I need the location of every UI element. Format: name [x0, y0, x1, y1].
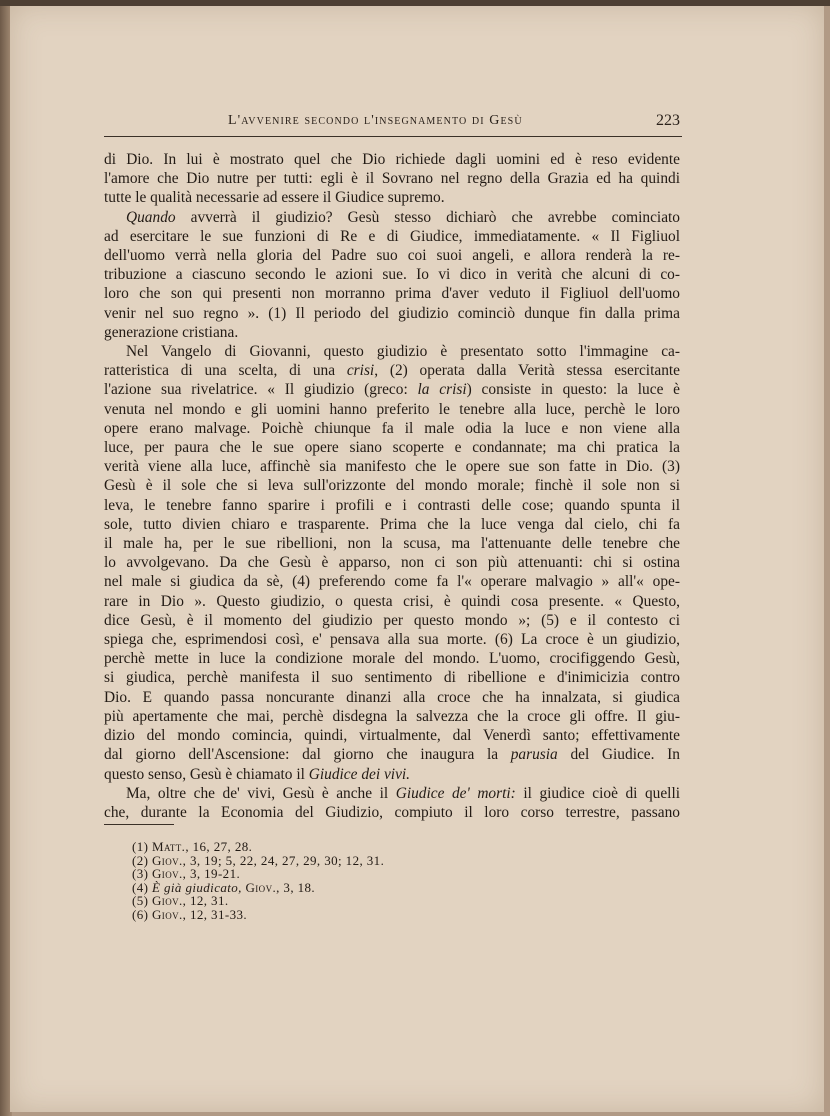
text-line: sole, tutto divien chiaro e trasparente. Prima che la luce venga dal cielo, chi fa: [104, 515, 680, 533]
text-line: Nel Vangelo di Giovanni, questo giudizio è presentato sotto l'immagine ca-: [126, 343, 680, 361]
text-line: dice Gesù, è il momento del giudizio per questo mondo »; (5) e il contesto ci: [104, 611, 680, 629]
text-line: luce, per paura che le sue opere siano scoperte e condannate; ma chi pratica la: [104, 439, 680, 457]
text-line: di Dio. In lui è mostrato quel che Dio richiede dagli uomini ed è reso evidente: [104, 151, 680, 168]
text-line: lo avvolgevano. Da che Gesù è apparso, non ci son più attenuanti: chi si ostina: [104, 554, 680, 572]
body-text: [104, 150, 680, 822]
text-line: l'azione sua rivelatrice. « Il giudizio (greco: la crisi) consiste in questo: la luce è: [104, 381, 681, 399]
footnote: (1) Matt., 16, 27, 28.: [132, 839, 253, 854]
text-line: l'amore che Dio nutre per tutti: egli è il Sovrano nel regno della Grazia ed ha quindi: [104, 170, 680, 188]
page-header: [104, 112, 682, 134]
text-line: ad esercitare le sue funzioni di Re e di Giudice, immediatamente. « Il Figliuol: [104, 227, 680, 245]
text-line: si giudica, perchè manifesta il suo sentimento di ribellione e d'inimicizia contro: [104, 669, 680, 687]
italic-word: crisi: [346, 362, 375, 380]
text-line: spiega che, esprimendosi così, e' pensava alla sua morte. (6) La croce è un giudizio,: [104, 631, 680, 649]
header-rule: [104, 136, 682, 137]
running-title: L'avvenire secondo l'insegnamento di Gesù: [228, 113, 523, 128]
text-line: Ma, oltre che de' vivi, Gesù è anche il Giudice de' morti: il giudice cioè di quelli: [126, 784, 680, 802]
text-line: perchè mette in luce la condizione morale del mondo. L'uomo, crocifiggendo Gesù,: [104, 650, 680, 668]
text-line: generazione cristiana.: [104, 323, 239, 341]
text-line: tutte le qualità necessarie ad essere il Giudice supremo.: [104, 189, 445, 207]
text-line: ratteristica di una scelta, di una crisi, (2) operata dalla Verità stessa esercitante: [104, 362, 680, 380]
text-line: loro che son qui presenti non morranno prima d'aver veduto il Figliuol dell'uomo: [104, 285, 680, 303]
italic-word: Giudice dei vivi.: [308, 765, 411, 783]
text-line: questo senso, Gesù è chiamato il Giudice dei vivi.: [104, 765, 411, 783]
text-line: dal giorno dell'Ascensione: dal giorno che inaugura la parusia del Giudice. In: [104, 746, 680, 764]
page-top-edge: [0, 0, 830, 6]
text-line: Gesù è il sole che si leva sull'orizzonte del mondo morale; finchè il sole non si: [104, 477, 680, 495]
footnote: (3) Giov., 3, 19-21.: [132, 866, 241, 882]
footnotes: [132, 840, 384, 922]
text-line: il male ha, per le sue ribellioni, non la scusa, ma l'attenuante delle tenebre che: [104, 535, 680, 553]
text-line: dell'uomo verrà nella gloria del Padre suo coi suoi angeli, e allora renderà la re-: [104, 247, 680, 265]
text-line: che, durante la Economia del Giudizio, compiuto il loro corso terrestre, passano: [104, 803, 680, 821]
page-number: 223: [656, 112, 680, 129]
text-line: verità viene alla luce, affinchè sia manifesto che le opere sue son fatte in Dio. (3): [104, 458, 680, 476]
footnote: (4) È già giudicato, Giov., 3, 18.: [132, 879, 316, 895]
italic-word: Giudice de' morti:: [395, 784, 516, 802]
text-line: Dio. E quando passa noncurante dinanzi alla croce che ha innalzata, si giudica: [104, 688, 680, 706]
footnote: (2) Giov., 3, 19; 5, 22, 24, 27, 29, 30; 12, 31.: [132, 852, 385, 868]
text-line: più apertamente che mai, perchè disdegna la salvezza che la croce gli offre. Il giu-: [104, 707, 680, 725]
text-line: venir nel suo regno ». (1) Il periodo del giudizio cominciò dunque fin dalla prima: [104, 304, 680, 322]
footnote-rule: [104, 824, 174, 825]
text-line: nel male si giudica da sè, (4) preferendo come fa l'« operare malvagio » all'« ope-: [104, 573, 680, 591]
italic-word: Quando: [126, 208, 176, 226]
footnote: (6) Giov., 12, 31-33.: [132, 906, 248, 922]
text-line: venuta nel mondo e gli uomini hanno preferito le tenebre alla luce, perchè le loro: [104, 400, 680, 418]
italic-word: parusia: [510, 746, 558, 764]
text-line: rare in Dio ». Questo giudizio, o questa crisi, è quindi cosa presente. « Questo,: [104, 592, 680, 610]
text-line: dizio del mondo comincia, quindi, virtualmente, dal Venerdì santo; effettivamente: [104, 727, 680, 745]
footnote: (5) Giov., 12, 31.: [132, 893, 229, 909]
text-line: Quando avverrà il giudizio? Gesù stesso dichiarò che avrebbe cominciato: [126, 208, 680, 226]
italic-word: la crisi: [417, 381, 467, 399]
text-line: opere erano malvage. Poichè chiunque fa il male odia la luce e non viene alla: [104, 419, 680, 437]
text-line: leva, le tenebre fanno sparire i profili e i contrasti delle cose; quando spunta il: [104, 496, 680, 514]
text-line: tribuzione a ciascuno secondo le azioni sue. Io vi dico in verità che alcuni di co-: [104, 266, 680, 284]
